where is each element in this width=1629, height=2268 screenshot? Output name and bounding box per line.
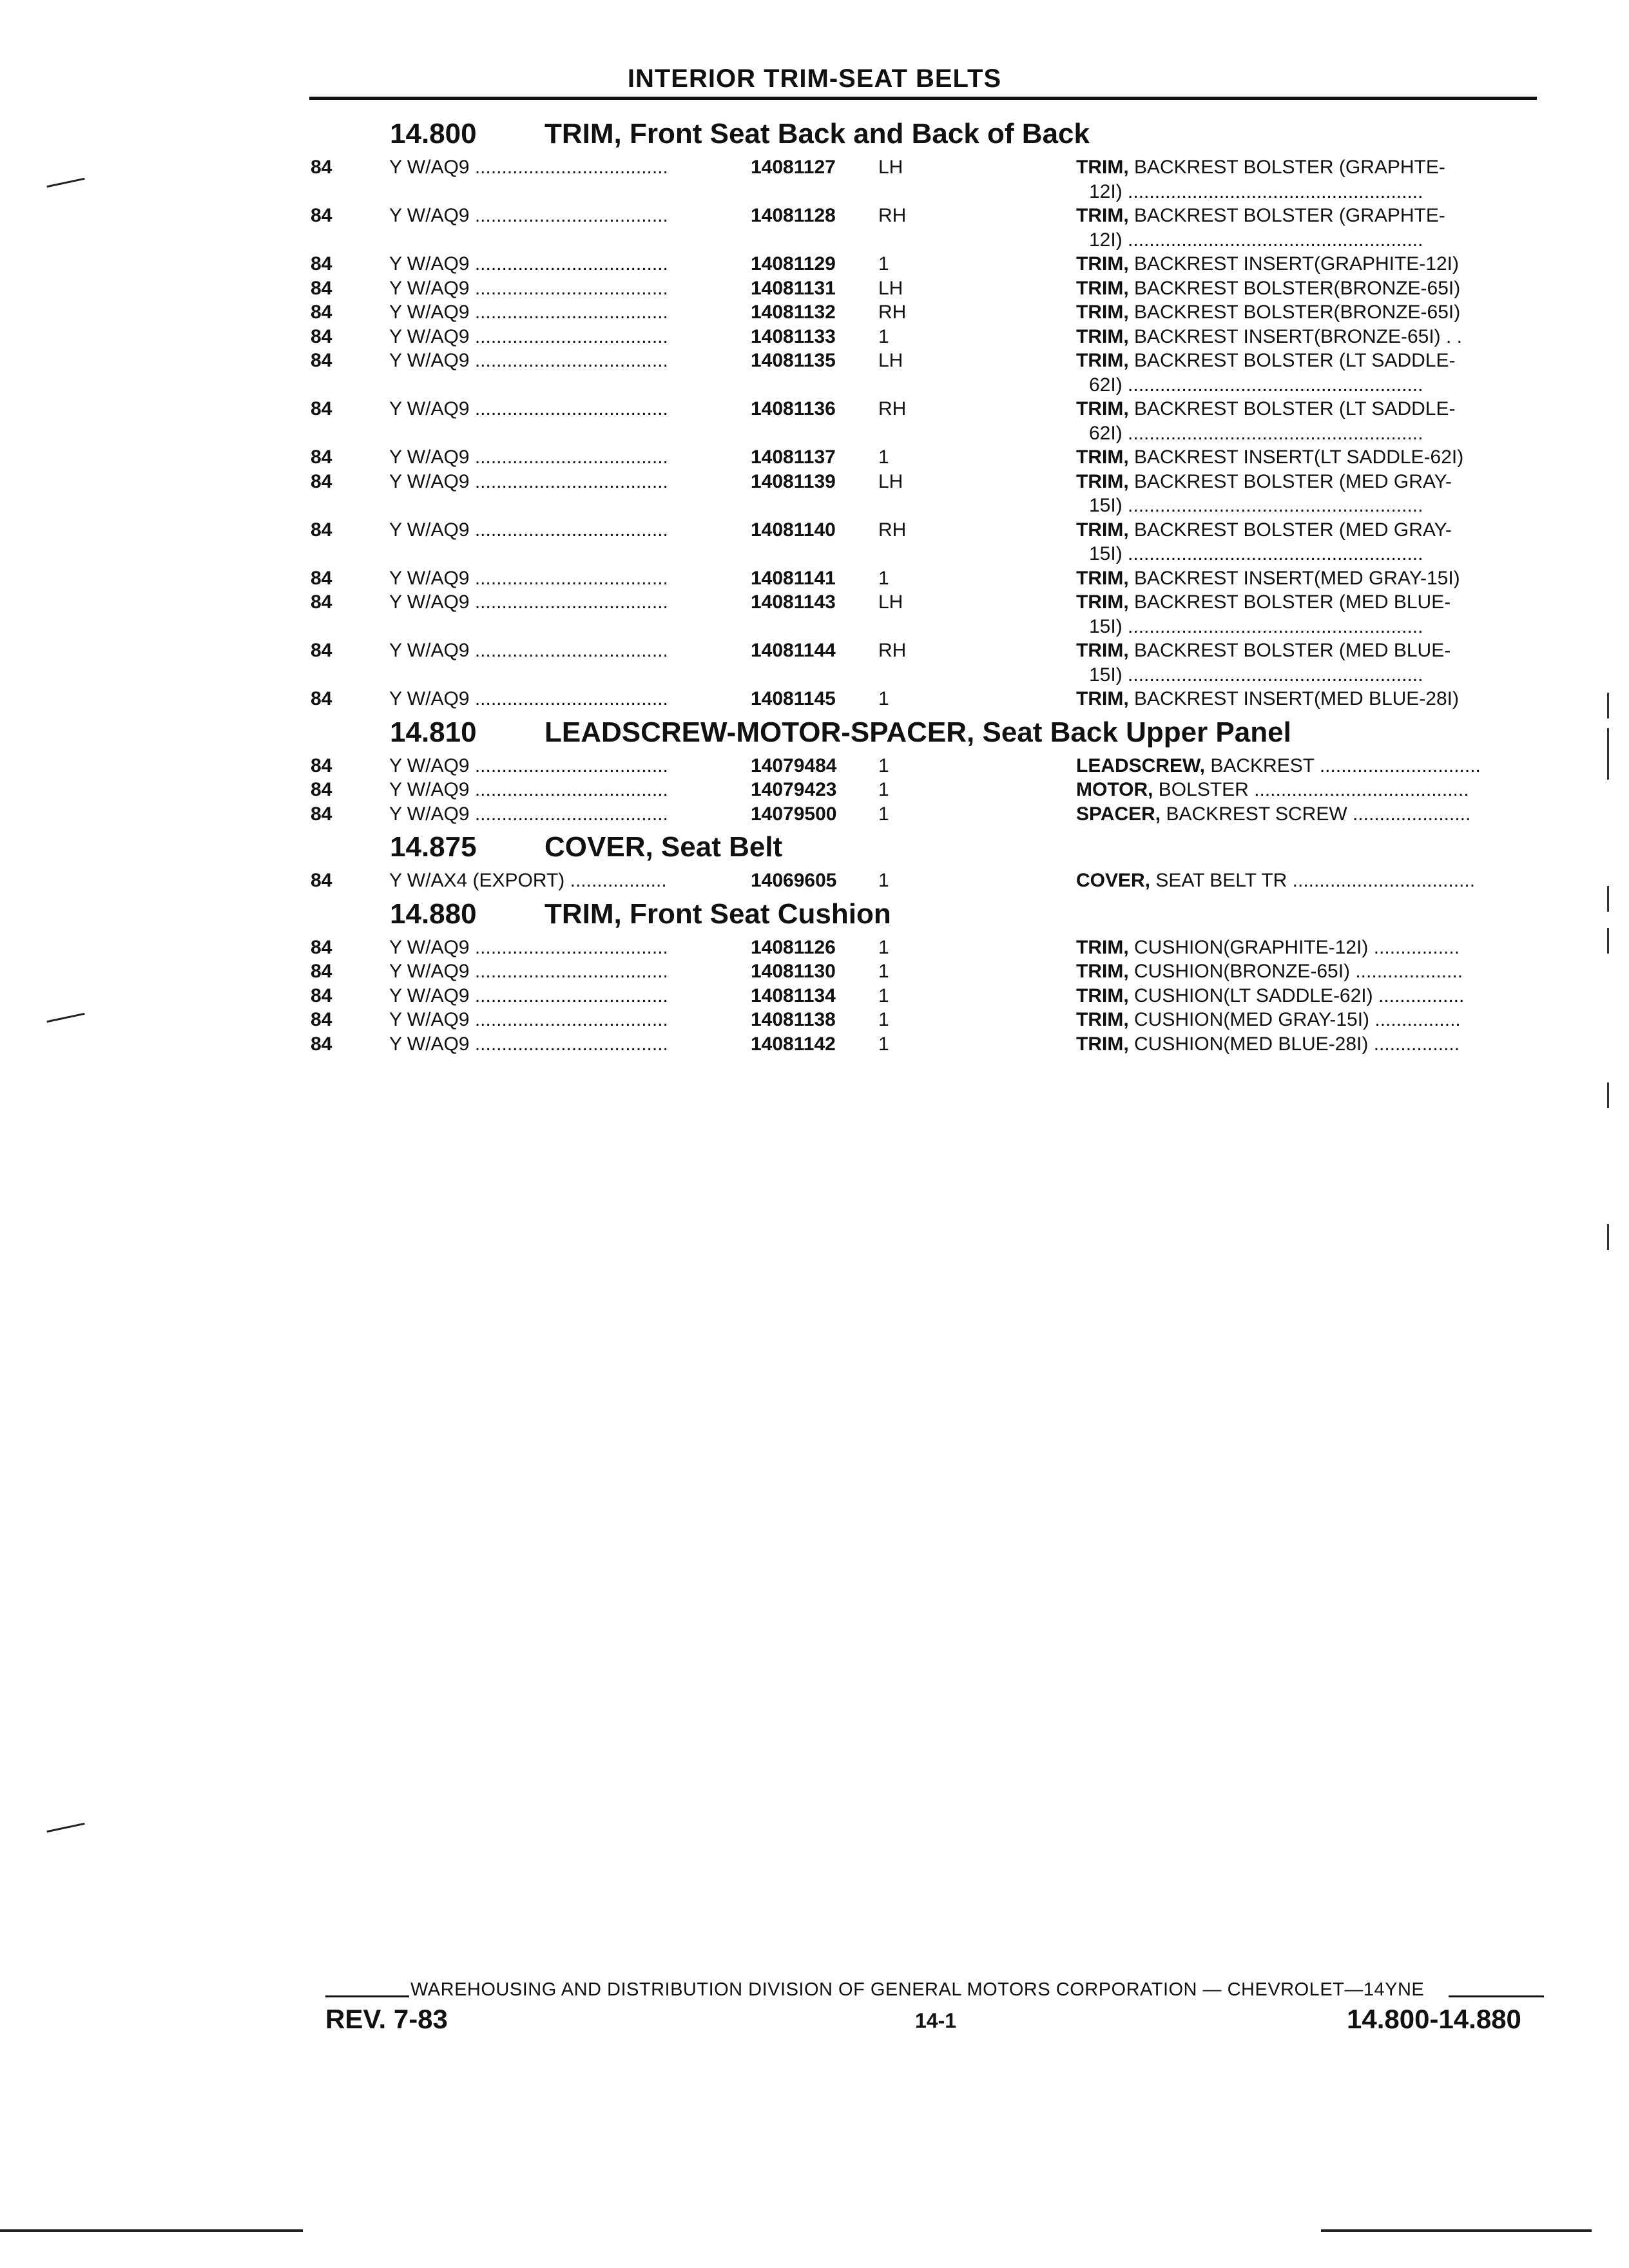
- part-number: 14069605: [751, 870, 837, 891]
- part-description-text: BACKREST BOLSTER (MED BLUE-: [1128, 640, 1451, 661]
- model-year: 84: [311, 277, 333, 299]
- footer-division: WAREHOUSING AND DISTRIBUTION DIVISION OF GENERAL MOTORS CORPORATION — CHEVROLET—14YNE: [410, 1979, 1425, 2000]
- part-number: 14081141: [751, 567, 836, 589]
- part-noun: TRIM,: [1076, 961, 1129, 982]
- part-row: [0, 687, 1629, 711]
- part-noun: TRIM,: [1076, 1009, 1129, 1030]
- model-year: 84: [311, 470, 333, 492]
- part-description-text: CUSHION(BRONZE-65I) ....................: [1128, 961, 1463, 982]
- footer-rule-right: [1449, 1995, 1544, 1997]
- part-description: [1076, 869, 1537, 893]
- usage-code: Y W/AQ9 ....................................: [389, 640, 668, 661]
- quantity: 1: [878, 936, 889, 958]
- quantity: 1: [878, 754, 889, 776]
- model-year: 84: [311, 870, 333, 891]
- part-noun: TRIM,: [1076, 350, 1129, 371]
- section-14-810: [0, 711, 1629, 827]
- quantity: LH: [878, 277, 903, 299]
- quantity: 1: [878, 803, 889, 825]
- edge-mark: [1607, 693, 1609, 718]
- model-year: 84: [311, 985, 333, 1006]
- usage-code: Y W/AQ9 ....................................: [389, 936, 668, 958]
- model-year: 84: [311, 803, 333, 825]
- quantity: 1: [878, 688, 889, 709]
- usage-code: Y W/AQ9 ....................................: [389, 803, 668, 825]
- model-year: 84: [311, 205, 333, 226]
- part-description-continued: 15I) .......................................................: [1089, 664, 1423, 686]
- part-description-continued: 12I) .......................................................: [1089, 180, 1423, 202]
- scan-mark: [46, 1823, 84, 1832]
- quantity: 1: [878, 253, 889, 274]
- part-noun: MOTOR,: [1076, 779, 1153, 800]
- part-description-continued: 15I) .......................................................: [1089, 495, 1423, 516]
- part-description-text: SEAT BELT TR ..................................: [1150, 870, 1476, 891]
- part-description-text: CUSHION(LT SADDLE-62I) ................: [1128, 985, 1465, 1006]
- part-description: [1076, 276, 1537, 301]
- edge-mark: [1607, 928, 1609, 954]
- part-number: 14079500: [751, 803, 837, 825]
- section-heading: [0, 113, 1629, 155]
- model-year: 84: [311, 1009, 333, 1030]
- part-number: 14081132: [751, 302, 836, 323]
- part-description-text: BACKREST BOLSTER(BRONZE-65I): [1128, 302, 1461, 323]
- footer-rule-left: [325, 1995, 409, 1997]
- part-description-continued: 15I) .......................................................: [1089, 615, 1423, 637]
- part-noun: TRIM,: [1076, 1033, 1129, 1055]
- part-row: [0, 1032, 1629, 1057]
- quantity: 1: [878, 779, 889, 800]
- section-14-800: [0, 113, 1629, 711]
- part-description: [1076, 397, 1537, 421]
- part-row: [0, 754, 1629, 778]
- part-noun: TRIM,: [1076, 277, 1129, 299]
- part-description-text: BACKREST BOLSTER(BRONZE-65I): [1128, 277, 1461, 299]
- part-noun: TRIM,: [1076, 470, 1129, 492]
- model-year: 84: [311, 302, 333, 323]
- usage-code: Y W/AQ9 ....................................: [389, 961, 668, 982]
- model-year: 84: [311, 567, 333, 589]
- usage-code: Y W/AQ9 ....................................: [389, 985, 668, 1006]
- part-description-continued: 62I) .......................................................: [1089, 422, 1423, 444]
- part-noun: SPACER,: [1076, 803, 1161, 825]
- quantity: 1: [878, 447, 889, 468]
- part-description: [1076, 590, 1537, 615]
- quantity: 1: [878, 1033, 889, 1055]
- part-row: [0, 518, 1629, 566]
- usage-code: Y W/AQ9 ....................................: [389, 567, 668, 589]
- usage-code: Y W/AQ9 ....................................: [389, 1033, 668, 1055]
- section-heading: [0, 826, 1629, 869]
- part-description: [1076, 518, 1537, 543]
- part-description-continued: 15I) .......................................................: [1089, 543, 1423, 564]
- part-noun: TRIM,: [1076, 325, 1129, 347]
- usage-code: Y W/AQ9 ....................................: [389, 688, 668, 709]
- edge-mark: [1607, 1082, 1609, 1108]
- section-range: 14.800-14.880: [1347, 2004, 1521, 2034]
- part-noun: COVER,: [1076, 870, 1151, 891]
- part-number: 14081143: [751, 591, 836, 613]
- part-description-text: CUSHION(MED BLUE-28I) ................: [1128, 1033, 1460, 1055]
- part-description: [1076, 252, 1537, 276]
- part-description-text: CUSHION(GRAPHITE-12I) ................: [1128, 936, 1460, 958]
- part-description: [1076, 300, 1537, 325]
- section-heading: [0, 893, 1629, 936]
- part-noun: TRIM,: [1076, 936, 1129, 958]
- part-row: [0, 984, 1629, 1008]
- quantity: LH: [878, 470, 903, 492]
- quantity: LH: [878, 157, 903, 178]
- section-heading: [0, 711, 1629, 754]
- part-description-text: CUSHION(MED GRAY-15I) ................: [1128, 1009, 1461, 1030]
- part-number: 14081139: [751, 470, 836, 492]
- quantity: 1: [878, 870, 889, 891]
- part-description-continued: 12I) .......................................................: [1089, 229, 1423, 251]
- usage-code: Y W/AQ9 ....................................: [389, 325, 668, 347]
- part-description-text: BACKREST BOLSTER (MED BLUE-: [1128, 591, 1451, 613]
- section-title: TRIM, Front Seat Back and Back of Back: [545, 118, 1090, 149]
- part-description: [1076, 754, 1537, 778]
- usage-code: Y W/AQ9 ....................................: [389, 779, 668, 800]
- part-number: 14081135: [751, 350, 836, 371]
- part-noun: TRIM,: [1076, 567, 1129, 589]
- part-noun: TRIM,: [1076, 591, 1129, 613]
- model-year: 84: [311, 779, 333, 800]
- part-row: [0, 778, 1629, 802]
- part-row: [0, 470, 1629, 518]
- part-description-text: BACKREST INSERT(GRAPHITE-12I): [1128, 253, 1459, 274]
- part-row: [0, 325, 1629, 349]
- part-noun: TRIM,: [1076, 253, 1129, 274]
- part-description: [1076, 778, 1537, 802]
- part-row: [0, 869, 1629, 893]
- part-description: [1076, 470, 1537, 494]
- part-description-text: BACKREST SCREW ......................: [1161, 803, 1471, 825]
- part-number: 14081136: [751, 398, 836, 419]
- part-row: [0, 590, 1629, 639]
- part-description-continued: 62I) .......................................................: [1089, 374, 1423, 396]
- usage-code: Y W/AQ9 ....................................: [389, 470, 668, 492]
- usage-code: Y W/AQ9 ....................................: [389, 398, 668, 419]
- quantity: LH: [878, 350, 903, 371]
- part-description-text: BACKREST BOLSTER (MED GRAY-: [1128, 470, 1452, 492]
- parts-list: [0, 113, 1629, 1056]
- usage-code: Y W/AQ9 ....................................: [389, 591, 668, 613]
- model-year: 84: [311, 591, 333, 613]
- section-number: 14.875: [390, 831, 477, 863]
- part-noun: LEADSCREW,: [1076, 754, 1206, 776]
- part-row: [0, 300, 1629, 325]
- part-description: [1076, 349, 1537, 373]
- part-number: 14081130: [751, 961, 836, 982]
- part-row: [0, 802, 1629, 827]
- model-year: 84: [311, 961, 333, 982]
- part-noun: TRIM,: [1076, 302, 1129, 323]
- part-row: [0, 204, 1629, 252]
- part-number: 14081134: [751, 985, 836, 1006]
- part-number: 14081129: [751, 253, 836, 274]
- page-number: 14-1: [915, 2009, 957, 2032]
- section-number: 14.800: [390, 118, 477, 149]
- part-number: 14081144: [751, 640, 836, 661]
- part-number: 14081126: [751, 936, 836, 958]
- part-description: [1076, 639, 1537, 663]
- quantity: 1: [878, 985, 889, 1006]
- part-description: [1076, 445, 1537, 470]
- section-number: 14.880: [390, 898, 477, 930]
- model-year: 84: [311, 447, 333, 468]
- part-description-text: BACKREST INSERT(LT SADDLE-62I): [1128, 447, 1464, 468]
- quantity: RH: [878, 205, 907, 226]
- model-year: 84: [311, 325, 333, 347]
- usage-code: Y W/AQ9 ....................................: [389, 205, 668, 226]
- part-row: [0, 276, 1629, 301]
- edge-mark: [1607, 728, 1609, 780]
- part-noun: TRIM,: [1076, 447, 1129, 468]
- part-description: [1076, 984, 1537, 1008]
- usage-code: Y W/AQ9 ....................................: [389, 1009, 668, 1030]
- part-description: [1076, 936, 1537, 960]
- page-title: INTERIOR TRIM-SEAT BELTS: [627, 64, 1002, 93]
- usage-code: Y W/AQ9 ....................................: [389, 302, 668, 323]
- part-description: [1076, 155, 1537, 180]
- part-noun: TRIM,: [1076, 688, 1129, 709]
- edge-mark: [1607, 1224, 1609, 1250]
- part-number: 14081145: [751, 688, 836, 709]
- part-row: [0, 397, 1629, 445]
- part-description-text: BACKREST BOLSTER (LT SADDLE-: [1128, 398, 1456, 419]
- part-description-text: BACKREST BOLSTER (GRAPHTE-: [1128, 205, 1445, 226]
- part-description-text: BACKREST INSERT(MED GRAY-15I): [1128, 567, 1460, 589]
- usage-code: Y W/AQ9 ....................................: [389, 754, 668, 776]
- quantity: RH: [878, 302, 907, 323]
- model-year: 84: [311, 640, 333, 661]
- part-number: 14081127: [751, 157, 836, 178]
- section-title: COVER, Seat Belt: [545, 831, 783, 863]
- quantity: 1: [878, 567, 889, 589]
- part-noun: TRIM,: [1076, 157, 1129, 178]
- quantity: 1: [878, 325, 889, 347]
- section-14-875: [0, 826, 1629, 893]
- quantity: 1: [878, 961, 889, 982]
- part-description-text: BACKREST BOLSTER (MED GRAY-: [1128, 519, 1452, 541]
- model-year: 84: [311, 350, 333, 371]
- part-number: 14081128: [751, 205, 836, 226]
- model-year: 84: [311, 519, 333, 541]
- part-description: [1076, 1008, 1537, 1032]
- part-description-text: BOLSTER ........................................: [1153, 779, 1469, 800]
- part-number: 14081138: [751, 1009, 836, 1030]
- quantity: 1: [878, 1009, 889, 1030]
- revision-label: REV. 7-83: [325, 2004, 448, 2034]
- quantity: RH: [878, 519, 907, 541]
- part-description-text: BACKREST BOLSTER (LT SADDLE-: [1128, 350, 1456, 371]
- part-noun: TRIM,: [1076, 985, 1129, 1006]
- model-year: 84: [311, 1033, 333, 1055]
- part-description-text: BACKREST ..............................: [1205, 754, 1481, 776]
- model-year: 84: [311, 688, 333, 709]
- part-noun: TRIM,: [1076, 640, 1129, 661]
- part-description-text: BACKREST INSERT(MED BLUE-28I): [1128, 688, 1459, 709]
- part-number: 14079484: [751, 754, 837, 776]
- part-row: [0, 566, 1629, 591]
- part-noun: TRIM,: [1076, 398, 1129, 419]
- section-number: 14.810: [390, 716, 477, 748]
- model-year: 84: [311, 253, 333, 274]
- quantity: LH: [878, 591, 903, 613]
- part-number: 14081133: [751, 325, 836, 347]
- part-row: [0, 155, 1629, 204]
- part-description: [1076, 204, 1537, 228]
- part-row: [0, 252, 1629, 276]
- title-rule: [309, 97, 1537, 100]
- part-noun: TRIM,: [1076, 519, 1129, 541]
- part-number: 14079423: [751, 779, 837, 800]
- part-description-text: BACKREST INSERT(BRONZE-65I) . .: [1128, 325, 1462, 347]
- part-description-text: BACKREST BOLSTER (GRAPHTE-: [1128, 157, 1445, 178]
- part-row: [0, 445, 1629, 470]
- quantity: RH: [878, 398, 907, 419]
- part-description: [1076, 325, 1537, 349]
- model-year: 84: [311, 754, 333, 776]
- section-14-880: [0, 893, 1629, 1057]
- part-row: [0, 349, 1629, 397]
- part-row: [0, 1008, 1629, 1032]
- part-number: 14081142: [751, 1033, 836, 1055]
- part-description: [1076, 1032, 1537, 1057]
- section-title: TRIM, Front Seat Cushion: [545, 898, 891, 930]
- part-number: 14081131: [751, 277, 836, 299]
- part-description: [1076, 566, 1537, 591]
- quantity: RH: [878, 640, 907, 661]
- part-noun: TRIM,: [1076, 205, 1129, 226]
- bottom-rule-left: [0, 2229, 303, 2232]
- usage-code: Y W/AQ9 ....................................: [389, 277, 668, 299]
- part-description: [1076, 959, 1537, 984]
- part-number: 14081140: [751, 519, 836, 541]
- part-row: [0, 639, 1629, 687]
- usage-code: Y W/AQ9 ....................................: [389, 519, 668, 541]
- usage-code: Y W/AQ9 ....................................: [389, 253, 668, 274]
- part-description: [1076, 802, 1537, 827]
- usage-code: Y W/AQ9 ....................................: [389, 157, 668, 178]
- edge-mark: [1607, 886, 1609, 912]
- model-year: 84: [311, 936, 333, 958]
- part-number: 14081137: [751, 447, 836, 468]
- part-row: [0, 959, 1629, 984]
- bottom-rule-right: [1321, 2229, 1592, 2232]
- model-year: 84: [311, 398, 333, 419]
- section-title: LEADSCREW-MOTOR-SPACER, Seat Back Upper Panel: [545, 716, 1291, 748]
- part-row: [0, 936, 1629, 960]
- usage-code: Y W/AX4 (EXPORT) ..................: [389, 870, 667, 891]
- usage-code: Y W/AQ9 ....................................: [389, 447, 668, 468]
- usage-code: Y W/AQ9 ....................................: [389, 350, 668, 371]
- part-description: [1076, 687, 1537, 711]
- model-year: 84: [311, 157, 333, 178]
